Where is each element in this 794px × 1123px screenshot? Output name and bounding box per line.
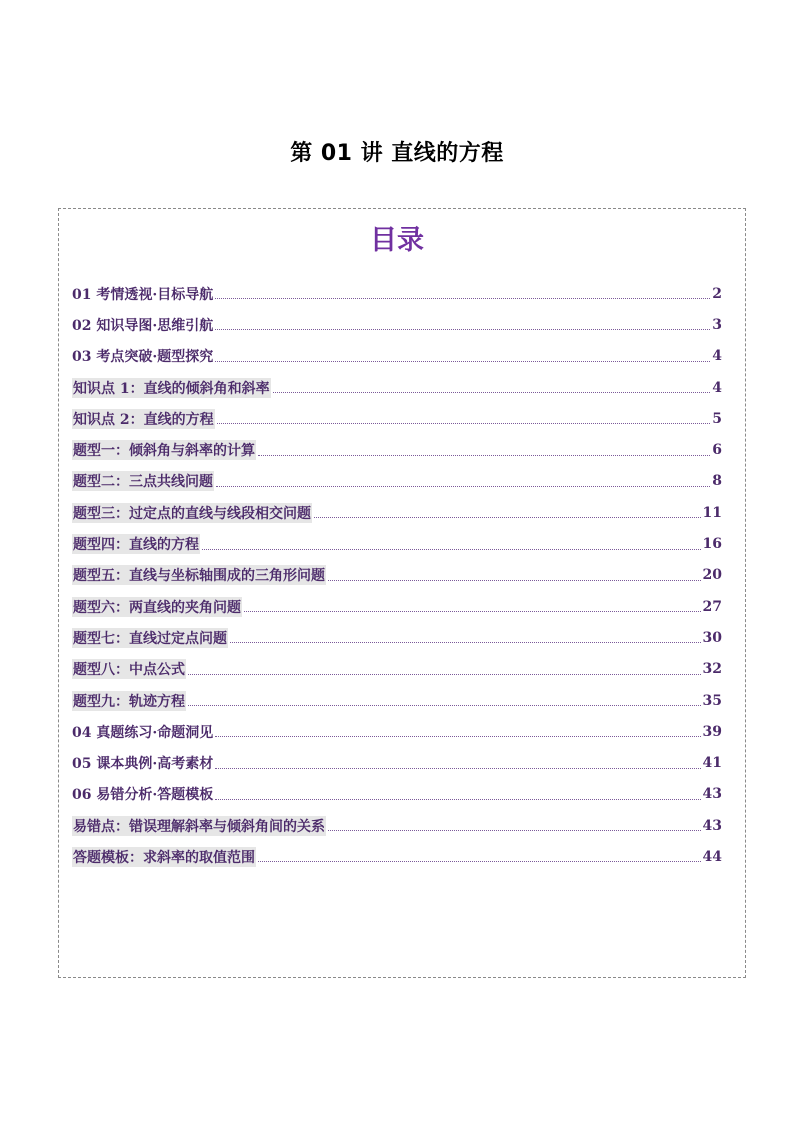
toc-entry-page[interactable]: 27 [702,598,722,615]
toc-entry[interactable] [72,372,722,403]
toc-entry-page[interactable]: 30 [702,629,722,646]
toc-leader-dots [258,861,701,862]
toc-entry[interactable] [72,341,722,372]
toc-entry-label[interactable]: 易错点：错误理解斜率与倾斜角间的关系 [72,816,326,836]
toc-entry[interactable] [72,810,722,841]
toc-entry-label[interactable]: 题型九：轨迹方程 [72,691,186,711]
toc-leader-dots [215,736,700,737]
toc-entry-label[interactable]: 01 考情透视·目标导航 [72,286,214,303]
toc-entry-page[interactable]: 2 [712,285,722,302]
toc-leader-dots [258,455,710,456]
toc-leader-dots [202,549,701,550]
toc-entry-page[interactable]: 41 [702,755,722,772]
toc-entry[interactable] [72,716,722,747]
toc-leader-dots [273,392,711,393]
toc-entry-label[interactable]: 03 考点突破·题型探究 [72,349,214,366]
toc-entry-page[interactable]: 4 [712,348,722,365]
document-title: 第 01 讲 直线的方程 [290,141,504,166]
toc-entry-page[interactable]: 44 [702,848,722,865]
toc-entry-page[interactable]: 8 [712,473,722,490]
toc-entry-label[interactable]: 06 易错分析·答题模板 [72,787,214,804]
toc-entry-page[interactable]: 43 [702,817,722,834]
toc-leader-dots [215,768,700,769]
toc-entry-label[interactable]: 题型八：中点公式 [72,659,186,679]
toc-entry-label[interactable]: 题型二：三点共线问题 [72,471,214,491]
toc-entry-label[interactable]: 04 真题练习·命题洞见 [72,724,214,741]
toc-entry-page[interactable]: 6 [712,442,722,459]
toc-entry[interactable] [72,309,722,340]
toc-leader-dots [328,580,701,581]
toc-entry-page[interactable]: 16 [702,536,722,553]
toc-entry[interactable] [72,466,722,497]
toc-entry[interactable] [72,747,722,778]
toc-entry-page[interactable]: 39 [702,723,722,740]
toc-leader-dots [244,611,701,612]
toc-entry[interactable] [72,278,722,309]
toc-leader-dots [217,423,711,424]
toc-entry[interactable] [72,779,722,810]
toc-entry[interactable] [72,622,722,653]
toc-list [72,278,722,873]
toc-leader-dots [215,298,710,299]
toc-entry[interactable] [72,403,722,434]
toc-leader-dots [188,674,701,675]
toc-leader-dots [328,830,701,831]
toc-leader-dots [188,705,701,706]
toc-entry-page[interactable]: 5 [712,410,722,427]
toc-leader-dots [314,517,701,518]
toc-entry-label[interactable]: 题型一：倾斜角与斜率的计算 [72,440,256,460]
toc-entry-page[interactable]: 11 [702,504,722,521]
toc-entry[interactable] [72,654,722,685]
toc-heading: 目录 [370,225,424,256]
toc-entry[interactable] [72,497,722,528]
toc-entry-label[interactable]: 05 课本典例·高考素材 [72,756,214,773]
toc-entry[interactable] [72,841,722,872]
toc-entry-label[interactable]: 题型七：直线过定点问题 [72,628,228,648]
toc-leader-dots [216,486,710,487]
toc-entry-page[interactable]: 3 [712,316,722,333]
toc-entry[interactable] [72,560,722,591]
toc-leader-dots [215,361,710,362]
toc-entry-label[interactable]: 02 知识导图·思维引航 [72,317,214,334]
toc-entry-page[interactable]: 4 [712,379,722,396]
toc-entry-label[interactable]: 答题模板：求斜率的取值范围 [72,847,256,867]
toc-entry[interactable] [72,685,722,716]
toc-entry-page[interactable]: 43 [702,786,722,803]
toc-entry-label[interactable]: 知识点 2：直线的方程 [72,409,215,429]
toc-entry[interactable] [72,591,722,622]
toc-entry[interactable] [72,528,722,559]
toc-leader-dots [215,329,710,330]
toc-entry-label[interactable]: 题型四：直线的方程 [72,534,200,554]
toc-entry-page[interactable]: 20 [702,567,722,584]
toc-leader-dots [215,799,700,800]
toc-entry[interactable] [72,434,722,465]
toc-entry-page[interactable]: 32 [702,661,722,678]
toc-entry-page[interactable]: 35 [702,692,722,709]
toc-entry-label[interactable]: 题型六：两直线的夹角问题 [72,597,242,617]
toc-entry-label[interactable]: 知识点 1：直线的倾斜角和斜率 [72,378,271,398]
toc-leader-dots [230,642,701,643]
toc-entry-label[interactable]: 题型五：直线与坐标轴围成的三角形问题 [72,565,326,585]
toc-entry-label[interactable]: 题型三：过定点的直线与线段相交问题 [72,503,312,523]
